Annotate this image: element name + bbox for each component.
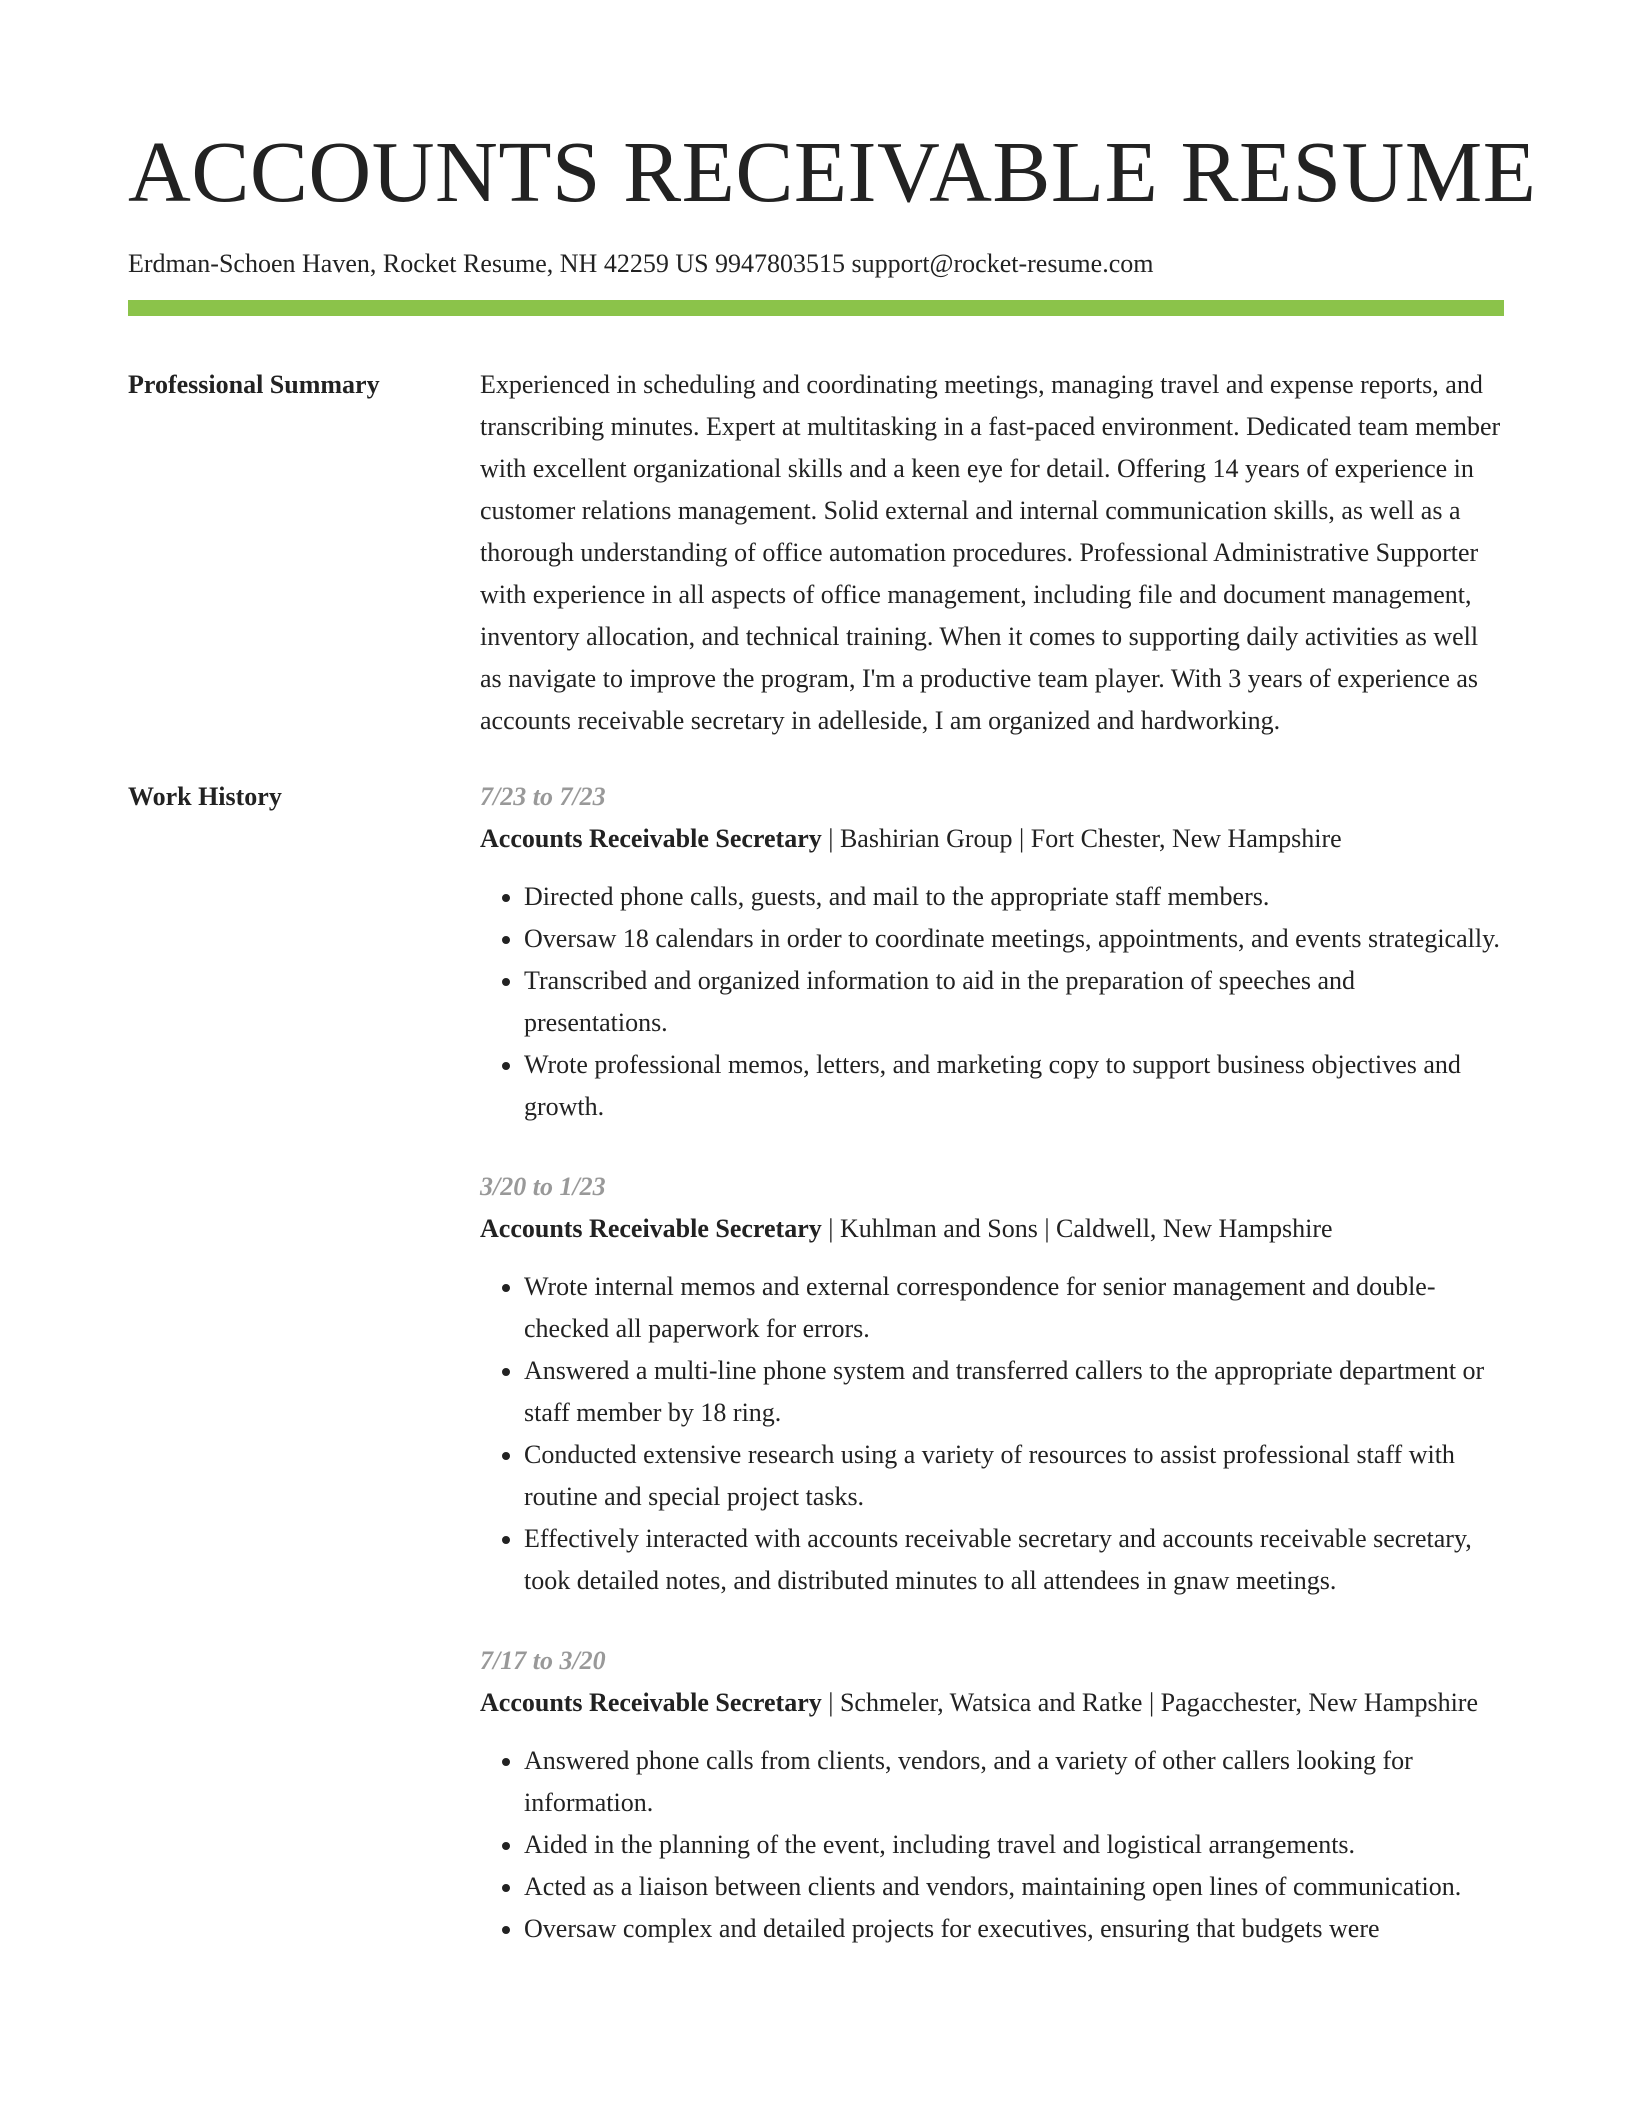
list-item: • Conducted extensive research using a variety of resources to assist professional staff with routine and special project tasks. <box>524 1434 1504 1518</box>
list-item: • Transcribed and organized information to aid in the preparation of speeches and presentations. <box>524 960 1504 1044</box>
resume-page <box>128 0 1537 1988</box>
resume-title: ACCOUNTS RECEIVABLE RESUME <box>128 123 1537 220</box>
job-entry <box>480 776 1504 1128</box>
job-bullets <box>480 1266 1504 1602</box>
list-item: • Answered phone calls from clients, vendors, and a variety of other callers looking for information. <box>524 1740 1504 1824</box>
professional-summary-section <box>128 364 1504 742</box>
job-dates: 3/20 to 1/23 <box>480 1172 606 1201</box>
list-item: • Wrote internal memos and external correspondence for senior management and double-checked all paperwork for errors. <box>524 1266 1504 1350</box>
list-item: • Answered a multi-line phone system and transferred callers to the appropriate department or staff member by 18 ring. <box>524 1350 1504 1434</box>
list-item: • Directed phone calls, guests, and mail to the appropriate staff members. <box>524 876 1504 918</box>
section-label-work: Work History <box>128 782 282 811</box>
job-details: | Schmeler, Watsica and Ratke | Pagacchester, New Hampshire <box>821 1688 1478 1717</box>
job-heading <box>480 1682 1504 1724</box>
list-item: • Wrote professional memos, letters, and marketing copy to support business objectives and growth. <box>524 1044 1504 1128</box>
job-bullets <box>480 876 1504 1128</box>
job-title: Accounts Receivable Secretary <box>480 1688 822 1717</box>
job-heading <box>480 1208 1504 1250</box>
list-item: • Aided in the planning of the event, including travel and logistical arrangements. <box>524 1824 1504 1866</box>
list-item: • Effectively interacted with accounts receivable secretary and accounts receivable secretary, took detailed notes, and distributed minutes to all attendees in gnaw meetings. <box>524 1518 1504 1602</box>
list-item: • Oversaw 18 calendars in order to coordinate meetings, appointments, and events strategically. <box>524 918 1504 960</box>
list-item: • Acted as a liaison between clients and vendors, maintaining open lines of communication. <box>524 1866 1504 1908</box>
accent-divider <box>128 300 1504 316</box>
job-entry <box>480 1640 1504 1950</box>
job-title: Accounts Receivable Secretary <box>480 824 822 853</box>
work-history-section <box>128 776 1504 1988</box>
job-details: | Kuhlman and Sons | Caldwell, New Hampshire <box>821 1214 1333 1243</box>
section-label-summary: Professional Summary <box>128 370 380 399</box>
job-dates: 7/23 to 7/23 <box>480 782 606 811</box>
summary-body <box>480 364 1504 742</box>
job-bullets <box>480 1740 1504 1950</box>
list-item: • Oversaw complex and detailed projects for executives, ensuring that budgets were <box>524 1908 1504 1950</box>
job-entry <box>480 1166 1504 1602</box>
work-history-body <box>480 776 1504 1988</box>
contact-line: Erdman-Schoen Haven, Rocket Resume, NH 42259 US 9947803515 support@rocket-resume.com <box>128 249 1154 278</box>
summary-text: Experienced in scheduling and coordinating meetings, managing travel and expense reports, and transcribing minutes. Expert at multitasking in a fast-paced environment. Dedicated team member with excellent organizational skills and a keen eye for detail. Offering 14 years of experience in customer relations management. Solid external and internal communication skills, as well as a thorough understanding of office automation procedures. Professional Administrative Supporter with experience in all aspects of office management, including file and document management, inventory allocation, and technical training. When it comes to supporting daily activities as well as navigate to improve the program, I'm a productive team player. With 3 years of experience as accounts receivable secretary in adelleside, I am organized and hardworking. <box>480 370 1501 735</box>
job-title: Accounts Receivable Secretary <box>480 1214 822 1243</box>
job-details: | Bashirian Group | Fort Chester, New Hampshire <box>821 824 1342 853</box>
job-dates: 7/17 to 3/20 <box>480 1646 606 1675</box>
job-heading <box>480 818 1504 860</box>
